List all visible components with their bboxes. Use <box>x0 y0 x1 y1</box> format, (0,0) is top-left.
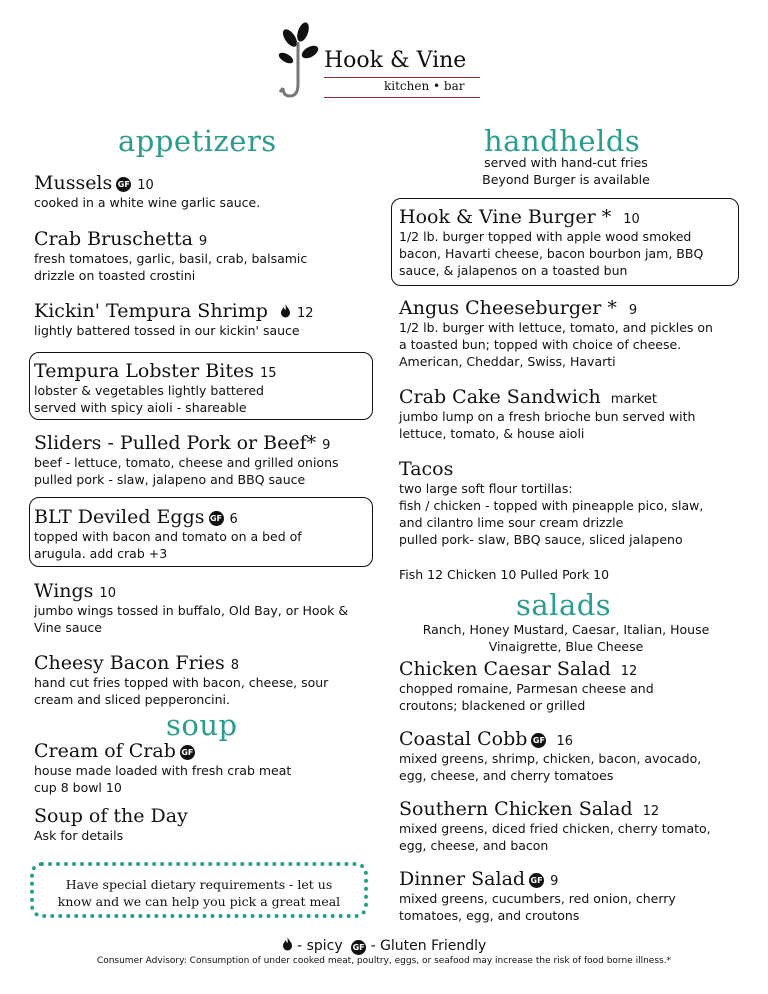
taco-prices: Fish 12 Chicken 10 Pulled Pork 10 <box>399 567 610 582</box>
item-desc: lightly battered tossed in our kickin' sauce <box>34 323 300 338</box>
menu-item-chicken-caesar <box>399 658 739 714</box>
menu-item-hv-burger <box>399 206 735 279</box>
menu-item-southern-chicken <box>399 798 739 854</box>
brand-tagline: kitchen • bar <box>384 79 465 93</box>
item-title: Cream of Crab <box>34 740 176 762</box>
item-desc: chopped romaine, Parmesan cheese and <box>399 681 654 696</box>
item-desc: sauce, & jalapenos on a toasted bun <box>399 263 628 278</box>
item-desc: house made loaded with fresh crab meat <box>34 763 292 778</box>
item-desc: arugula. add crab +3 <box>34 546 168 561</box>
brand-rule <box>324 77 480 78</box>
item-desc: Vine sauce <box>34 620 102 635</box>
brand-name: Hook & Vine <box>324 48 467 73</box>
sub-line: served with hand-cut fries <box>484 155 648 170</box>
dietary-note-line: Have special dietary requirements - let us <box>65 877 333 892</box>
item-title: Cheesy Bacon Fries <box>34 652 225 674</box>
item-title: Dinner Salad <box>399 868 526 890</box>
item-price: 9 <box>322 438 331 453</box>
item-title: Hook & Vine Burger * <box>399 206 612 228</box>
spicy-flame-icon <box>282 937 293 951</box>
gluten-friendly-icon: GF <box>116 177 131 192</box>
gluten-friendly-icon: GF <box>529 873 544 888</box>
item-price: 6 <box>229 512 238 527</box>
sub-line: Ranch, Honey Mustard, Caesar, Italian, House <box>422 622 710 637</box>
brand-rule-bottom <box>324 97 480 98</box>
item-desc: American, Cheddar, Swiss, Havarti <box>399 354 616 369</box>
item-price: 9 <box>198 234 208 249</box>
salads-heading: salads <box>516 588 612 622</box>
menu-item-dinner-salad <box>399 868 739 924</box>
item-desc: fresh tomatoes, garlic, basil, crab, balsamic <box>34 251 308 266</box>
item-desc: jumbo lump on a fresh brioche bun served with <box>399 409 696 424</box>
item-price: 9 <box>550 874 559 889</box>
item-title: Tempura Lobster Bites <box>34 360 254 382</box>
item-desc: egg, cheese, and cherry tomatoes <box>399 768 614 783</box>
menu-item-bacon-fries <box>34 652 374 708</box>
item-desc: 1/2 lb. burger with lettuce, tomato, and pickles on <box>399 320 713 335</box>
item-price: 8 <box>230 658 240 673</box>
item-price: 10 <box>99 586 116 601</box>
item-desc: pulled pork- slaw, BBQ sauce, sliced jalapeno <box>399 532 683 547</box>
item-title: Crab Bruschetta <box>34 228 193 250</box>
item-desc: cooked in a white wine garlic sauce. <box>34 195 261 210</box>
legend <box>0 937 768 955</box>
menu-item-wings <box>34 580 374 636</box>
menu-item-tacos <box>399 458 739 548</box>
gluten-friendly-icon: GF <box>209 511 224 526</box>
item-desc: Ask for details <box>34 828 124 843</box>
gluten-friendly-icon: GF <box>180 745 195 760</box>
item-price: 10 <box>137 178 154 193</box>
item-desc: a toasted bun; topped with choice of cheese. <box>399 337 682 352</box>
item-desc: two large soft flour tortillas: <box>399 481 573 496</box>
menu-item-deviled-eggs <box>34 506 364 562</box>
legend-gf: - Gluten Friendly <box>370 938 487 954</box>
item-price: market <box>610 392 657 407</box>
item-price: 12 <box>620 664 638 679</box>
item-title: Crab Cake Sandwich <box>399 386 601 408</box>
item-price: 12 <box>642 804 660 819</box>
item-desc: jumbo wings tossed in buffalo, Old Bay, or Hook & <box>34 603 349 618</box>
menu-item-mussels <box>34 172 374 211</box>
item-desc: lettuce, tomato, & house aioli <box>399 426 585 441</box>
gluten-friendly-icon: GF <box>351 940 366 955</box>
menu-item-angus <box>399 297 739 370</box>
item-desc: pulled pork - slaw, jalapeno and BBQ sauce <box>34 472 306 487</box>
item-title: Soup of the Day <box>34 805 188 827</box>
item-desc: cream and sliced pepperoncini. <box>34 692 230 707</box>
menu-item-cream-of-crab <box>34 740 374 796</box>
item-title: Wings <box>34 580 94 602</box>
menu-item-tempura-shrimp <box>34 300 374 339</box>
item-desc: fish / chicken - topped with pineapple pico, slaw, <box>399 498 704 513</box>
vine-hook-icon <box>276 22 322 104</box>
logo <box>276 22 486 104</box>
item-desc: bacon, Havarti cheese, bacon bourbon jam, BBQ <box>399 246 704 261</box>
sub-line: Beyond Burger is available <box>482 172 650 187</box>
salads-sub <box>400 621 732 655</box>
item-desc: tomatoes, egg, and croutons <box>399 908 580 923</box>
soup-heading: soup <box>166 708 238 742</box>
item-desc: topped with bacon and tomato on a bed of <box>34 529 302 544</box>
item-title: Angus Cheeseburger * <box>399 297 617 319</box>
item-title: Chicken Caesar Salad <box>399 658 611 680</box>
item-desc: mixed greens, diced fried chicken, cherry tomato, <box>399 821 711 836</box>
menu-item-lobster-bites <box>34 360 364 416</box>
dietary-note-box <box>30 862 368 918</box>
item-desc: and cilantro lime sour cream drizzle <box>399 515 624 530</box>
item-price: 10 <box>623 212 640 227</box>
menu-item-sliders <box>34 432 374 488</box>
item-title: Coastal Cobb <box>399 728 528 750</box>
item-title: Mussels <box>34 172 113 194</box>
item-desc: cup 8 bowl 10 <box>34 780 122 795</box>
item-title: Kickin' Tempura Shrimp <box>34 300 268 322</box>
item-desc: hand cut fries topped with bacon, cheese, sour <box>34 675 329 690</box>
item-desc: egg, cheese, and bacon <box>399 838 549 853</box>
item-title: Tacos <box>399 458 454 480</box>
item-desc: drizzle on toasted crostini <box>34 268 196 283</box>
menu-item-coastal-cobb <box>399 728 739 784</box>
item-desc: 1/2 lb. burger topped with apple wood smoked <box>399 229 692 244</box>
item-price: 12 <box>296 306 314 321</box>
menu-item-crab-bruschetta <box>34 228 374 284</box>
item-desc: served with spicy aioli - shareable <box>34 400 247 415</box>
spicy-flame-icon <box>280 304 291 318</box>
menu-item-soup-of-the-day <box>34 805 374 844</box>
item-title: BLT Deviled Eggs <box>34 506 205 528</box>
item-price: 9 <box>628 303 638 318</box>
sub-line: Vinaigrette, Blue Cheese <box>488 639 644 654</box>
consumer-advisory: Consumer Advisory: Consumption of under cooked meat, poultry, eggs, or seafood may increase the risk of food borne illness.* <box>96 956 672 966</box>
item-desc: croutons; blackened or grilled <box>399 698 586 713</box>
dietary-note-line: know and we can help you pick a great meal <box>57 894 341 909</box>
item-desc: beef - lettuce, tomato, cheese and grilled onions <box>34 455 339 470</box>
handhelds-heading: handhelds <box>484 124 641 158</box>
item-desc: mixed greens, cucumbers, red onion, cherry <box>399 891 676 906</box>
legend-spicy: - spicy <box>297 938 343 954</box>
appetizers-heading: appetizers <box>118 124 277 158</box>
item-desc: mixed greens, shrimp, chicken, bacon, avocado, <box>399 751 702 766</box>
item-title: Southern Chicken Salad <box>399 798 633 820</box>
gluten-friendly-icon: GF <box>531 733 546 748</box>
item-desc: lobster & vegetables lightly battered <box>34 383 264 398</box>
menu-item-crab-cake <box>399 386 739 442</box>
item-title: Sliders - Pulled Pork or Beef* <box>34 432 317 454</box>
item-price: 16 <box>556 734 573 749</box>
item-price: 15 <box>259 366 277 381</box>
handhelds-sub <box>400 154 732 188</box>
